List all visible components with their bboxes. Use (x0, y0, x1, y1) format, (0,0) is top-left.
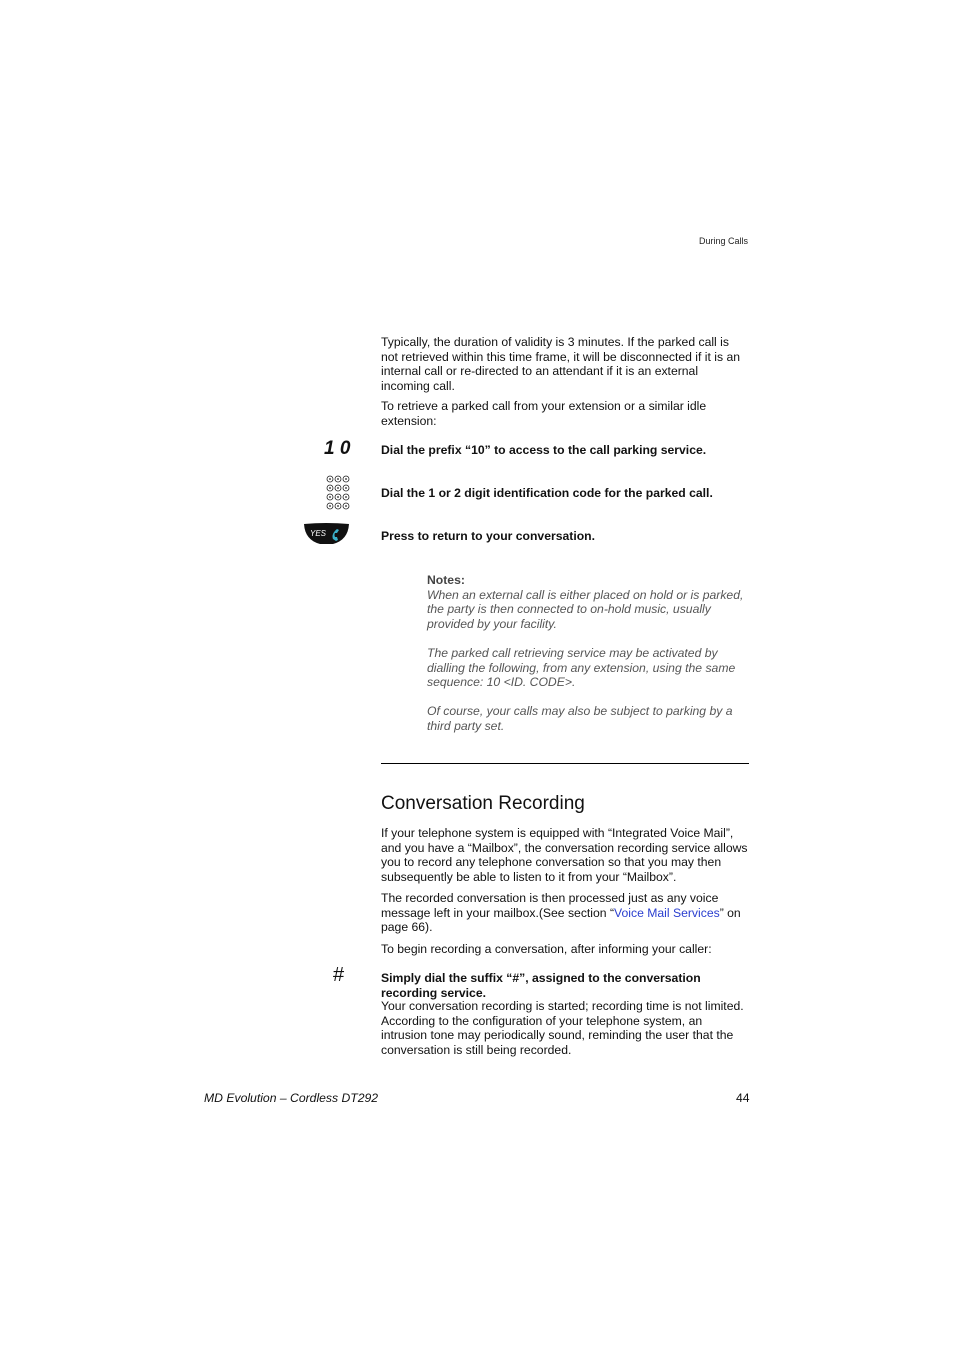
step-dial-suffix: Simply dial the suffix “#”, assigned to the conversation recording service. (381, 971, 701, 1000)
keypad-icon (326, 475, 350, 516)
running-header: During Calls (699, 236, 749, 246)
voice-mail-services-link[interactable]: Voice Mail Services (614, 905, 720, 920)
section-title: Conversation Recording (381, 793, 585, 814)
step-dial-prefix: Dial the prefix “10” to access to the call parking service. (381, 443, 707, 457)
yes-key-icon (303, 522, 350, 550)
page-number: 44 (736, 1091, 750, 1105)
step-description: Your conversation recording is started; recording time is not limited. According to the configuration of your telephone system, an intrusion tone may periodically sound, reminding the user that the conversation is still being recorded. (381, 999, 744, 1057)
step-return: Press to return to your conversation. (381, 529, 596, 543)
note-item: Of course, your calls may also be subject to parking by a third party set. (427, 704, 733, 733)
digits-10-icon: 1 0 (324, 438, 351, 459)
para2-text-before: The recorded conversation is then processed just as any voice message left in your mailbox.(See section “ (381, 891, 719, 920)
section-paragraph-1: If your telephone system is equipped with “Integrated Voice Mail”, and you have a “Mailbox”, the conversation recording service allows you to record any telephone conversation so that you may then subsequently be able to listen to it from your “Mailbox”. (381, 826, 748, 884)
step-dial-code: Dial the 1 or 2 digit identification code for the parked call. (381, 486, 713, 500)
notes-block (427, 573, 749, 748)
footer-title: MD Evolution – Cordless DT292 (204, 1091, 379, 1105)
yes-key-label: YES (310, 529, 327, 538)
section-paragraph-3: To begin recording a conversation, after informing your caller: (381, 942, 712, 956)
hash-key-icon: # (333, 964, 345, 986)
section-paragraph-2 (381, 891, 749, 935)
note-item: When an external call is either placed on hold or is parked, the party is then connected to on-hold music, usually provided by your facility. (427, 587, 744, 631)
notes-title: Notes: (427, 573, 465, 587)
intro-paragraph-1: Typically, the duration of validity is 3 minutes. If the parked call is not retrieved within this time frame, it will be disconnected if it is an internal call or re-directed to an attendant if it is an external incoming call. (381, 335, 741, 393)
note-item: The parked call retrieving service may be activated by dialling the following, from any extension, using the same sequence: 10 <ID. CODE>. (427, 645, 736, 690)
para2-text-after: ” on page 66). (381, 905, 741, 935)
intro-paragraph-2: To retrieve a parked call from your extension or a similar idle extension: (381, 399, 707, 428)
section-divider (381, 763, 749, 764)
